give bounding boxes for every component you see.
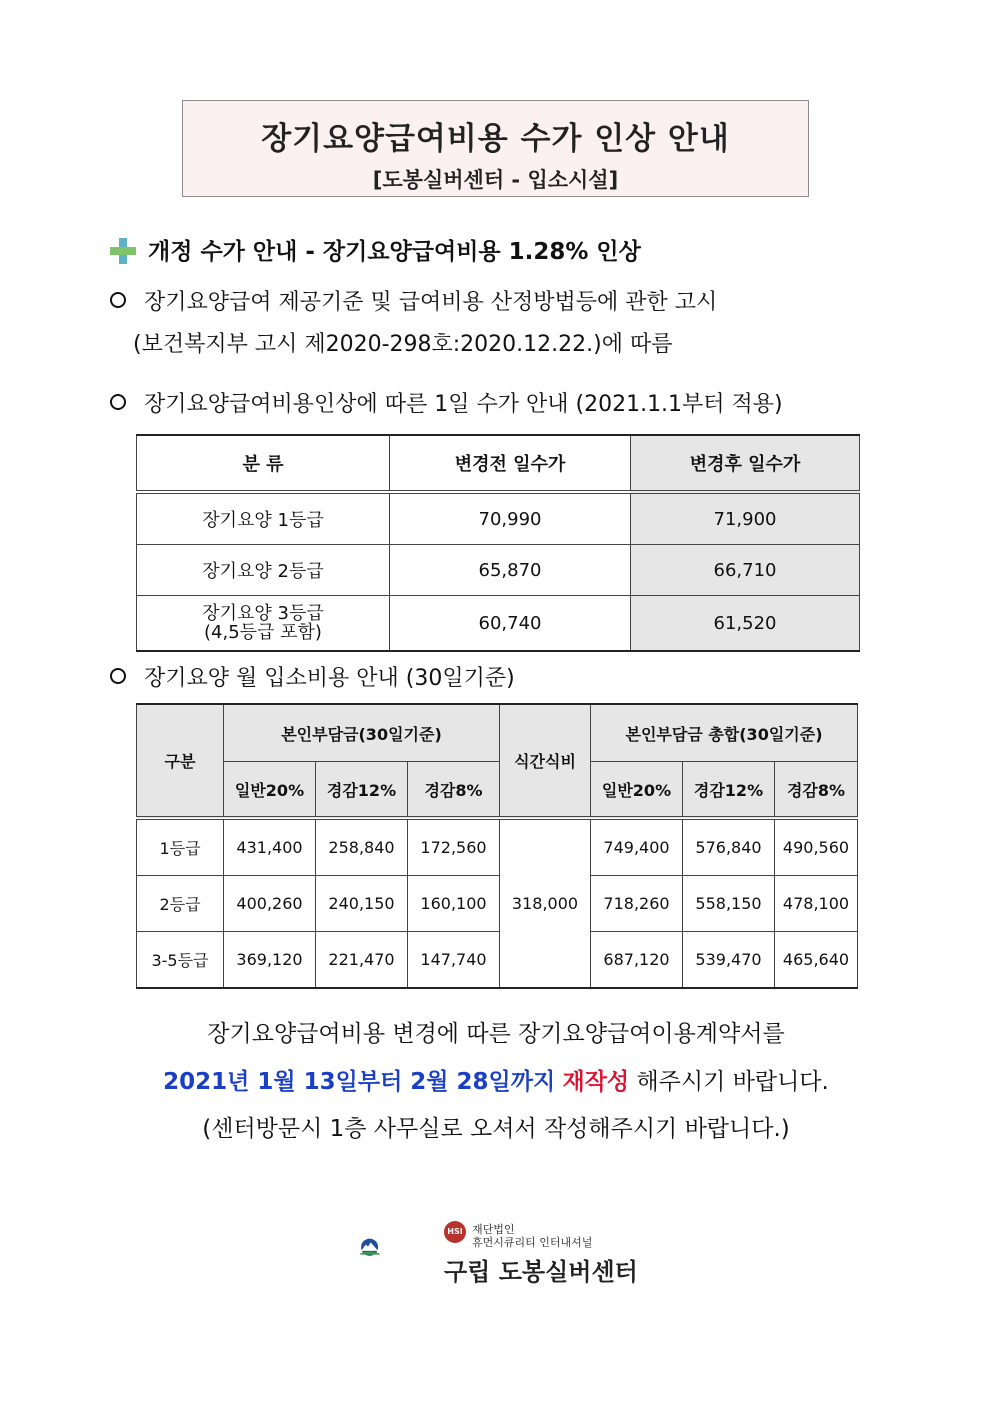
section-heading — [110, 233, 641, 266]
table2-cell: 539,470 — [683, 932, 775, 989]
bullet-monthly-cost — [110, 661, 515, 692]
daily-rate-table — [136, 434, 860, 652]
table2-cell: 147,740 — [408, 932, 500, 989]
table-row — [137, 545, 860, 596]
notice-line1: 장기요양급여비용 변경에 따른 장기요양급여이용계약서를 — [207, 1021, 785, 1047]
monthly-cost-table — [136, 703, 858, 989]
logo-org-line2: 휴먼시큐리티 인터내셔널 — [472, 1236, 593, 1249]
table2-cell: 576,840 — [683, 818, 775, 876]
notice-line2 — [0, 1063, 992, 1096]
bullet1-line2: (보건복지부 고시 제2020-298호:2020.12.22.)에 따름 — [133, 332, 673, 357]
table-row — [137, 876, 858, 932]
table1-label-line2: (4,5등급 포함) — [204, 622, 322, 643]
table1-after: 61,520 — [631, 596, 860, 652]
table1-header-before: 변경전 일수가 — [390, 435, 631, 492]
table2-cell: 400,260 — [224, 876, 316, 932]
table1-before: 60,740 — [390, 596, 631, 652]
mountain-logo-icon — [360, 1218, 440, 1278]
table2-cell: 718,260 — [591, 876, 683, 932]
notice-request: 해주시기 바랍니다. — [636, 1069, 829, 1095]
table2-sub-12: 경감12% — [316, 762, 408, 819]
table2-cell: 240,150 — [316, 876, 408, 932]
circle-bullet-icon — [110, 292, 126, 308]
table2-header-meal: 식간식비 — [500, 704, 591, 818]
table2-grade: 3-5등급 — [137, 932, 224, 989]
hsi-badge-icon: HSI — [444, 1221, 466, 1243]
table1-label-line1: 장기요양 3등급 — [202, 603, 324, 624]
table1-after: 66,710 — [631, 545, 860, 596]
table2-cell: 431,400 — [224, 818, 316, 876]
table2-header-total: 본인부담금 총합(30일기준) — [591, 704, 858, 762]
bullet1-line1: 장기요양급여 제공기준 및 급여비용 산정방법등에 관한 고시 — [144, 290, 718, 315]
table2-sub-general: 일반20% — [224, 762, 316, 819]
table2-cell: 749,400 — [591, 818, 683, 876]
table-row — [137, 492, 860, 545]
table2-sub-8: 경감8% — [408, 762, 500, 819]
table2-grade: 1등급 — [137, 818, 224, 876]
table1-header-category: 분 류 — [137, 435, 390, 492]
table2-header-grade: 구분 — [137, 704, 224, 818]
title-box — [182, 100, 809, 197]
table2-cell: 369,120 — [224, 932, 316, 989]
notice-line3: (센터방문시 1층 사무실로 오셔서 작성해주시기 바랍니다.) — [202, 1116, 790, 1142]
table2-meal-value: 318,000 — [500, 818, 591, 988]
bullet3-text: 장기요양 월 입소비용 안내 (30일기준) — [144, 666, 515, 691]
bullet-daily-rate — [110, 387, 783, 418]
table2-cell: 258,840 — [316, 818, 408, 876]
table2-cell: 558,150 — [683, 876, 775, 932]
table2-cell: 490,560 — [775, 818, 858, 876]
center-name: 구립 도봉실버센터 — [444, 1258, 638, 1286]
bullet2-text: 장기요양급여비용인상에 따른 1일 수가 안내 (2021.1.1부터 적용) — [144, 392, 783, 417]
table1-label: 장기요양 1등급 — [137, 492, 390, 545]
table2-cell: 221,470 — [316, 932, 408, 989]
table1-before: 70,990 — [390, 492, 631, 545]
bullet-notice-basis — [110, 285, 717, 316]
notice-rewrite: 재작성 — [562, 1069, 630, 1095]
table2-sub-general: 일반20% — [591, 762, 683, 819]
table1-before: 65,870 — [390, 545, 631, 596]
table2-cell: 160,100 — [408, 876, 500, 932]
table2-cell: 687,120 — [591, 932, 683, 989]
table-row — [137, 932, 858, 989]
table2-grade: 2등급 — [137, 876, 224, 932]
circle-bullet-icon — [110, 394, 126, 410]
table2-cell: 172,560 — [408, 818, 500, 876]
table1-label: 장기요양 2등급 — [137, 545, 390, 596]
cross-icon — [110, 238, 136, 264]
table2-sub-12: 경감12% — [683, 762, 775, 819]
table2-cell: 478,100 — [775, 876, 858, 932]
logo-org-line1: 재단법인 — [472, 1223, 515, 1236]
table-row — [137, 818, 858, 876]
page-title: 장기요양급여비용 수가 인상 안내 — [261, 121, 730, 157]
circle-bullet-icon — [110, 668, 126, 684]
heading-text: 개정 수가 안내 - 장기요양급여비용 1.28% 인상 — [148, 239, 641, 265]
table1-after: 71,900 — [631, 492, 860, 545]
page-subtitle: [도봉실버센터 - 입소시설] — [372, 168, 619, 192]
table2-sub-8: 경감8% — [775, 762, 858, 819]
table1-label — [137, 596, 390, 652]
table2-header-own: 본인부담금(30일기준) — [224, 704, 500, 762]
table-row — [137, 596, 860, 652]
table2-cell: 465,640 — [775, 932, 858, 989]
table1-header-after: 변경후 일수가 — [631, 435, 860, 492]
notice-period: 2021년 1월 13일부터 2월 28일까지 — [163, 1069, 556, 1095]
